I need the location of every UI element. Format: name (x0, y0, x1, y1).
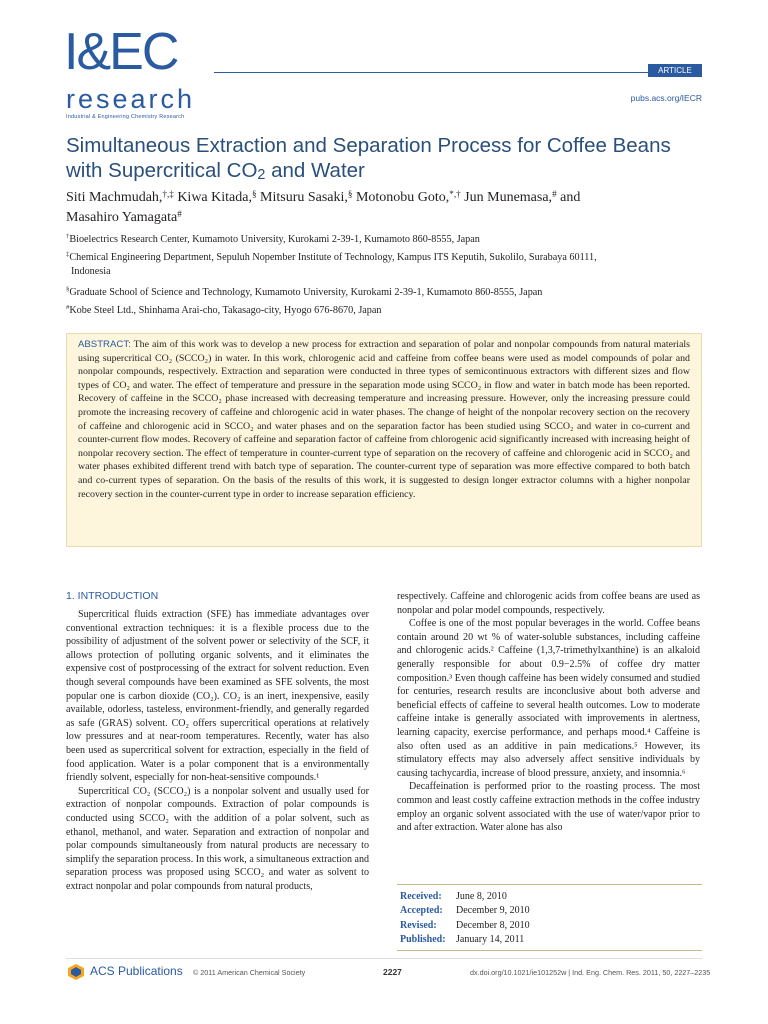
affiliation-2: ‡Chemical Engineering Department, Sepuluh Nopember Institute of Technology, Kampus ITS Keputih, Sukolilo, Surabaya 60111, Indonesia (66, 251, 597, 277)
author-line-2: Masahiro Yamagata# (66, 209, 182, 225)
date-accepted: Accepted: December 9, 2010 (400, 905, 530, 917)
dates-rule-top (397, 884, 702, 885)
author-affiliation-mark: †,‡ (162, 189, 174, 199)
date-published: Published: January 14, 2011 (400, 933, 525, 945)
author-affiliation-mark: § (347, 189, 353, 199)
author-name: Kiwa Kitada, (173, 190, 252, 205)
acs-publications-logo: ACS Publications (66, 963, 183, 981)
author-name: Jun Munemasa, (460, 190, 553, 205)
journal-logo-research: research (66, 84, 196, 114)
date-received: Received: June 8, 2010 (400, 891, 507, 902)
affiliation-1: †Bioelectrics Research Center, Kumamoto University, Kurokami 2-39-1, Kumamoto 860-8555, Japan (66, 233, 480, 245)
affiliation-4: #Kobe Steel Ltd., Shinhama Arai-cho, Takasago-city, Hyogo 676-8670, Japan (66, 304, 382, 316)
affiliation-3: §Graduate School of Science and Technology, Kumamoto University, Kurokami 2-39-1, Kumamoto 860-8555, Japan (66, 286, 543, 298)
page-number: 2227 (383, 967, 402, 977)
abstract (78, 338, 690, 501)
paragraph: Coffee is one of the most popular beverages in the world. Coffee beans contain around 20 wt % of water-soluble substances, including caffeine and chlorogenic acids.² Caffeine (1,3,7-trimethylxanthine) is an alkaloid generally responsible for about 0.9−2.5% of coffee dry matter composition.³ Even though caffeine has been widely consumed and studied for centuries, research results are inconclusive about both adverse and beneficial effects of caffeine to several health outcomes. Low to moderate caffeine intake is generally associated with improvements in alertness, learning capacity, exercise performance, and perhaps mood.⁴ Caffeine is also often used as an additive in pain medications.⁵ However, its stimulatory effects may also adversely affect sensitive individuals by causing tachycardia, increase of blood pressure, anxiety, and insomnia.⁶ (397, 618, 700, 779)
copyright: © 2011 American Chemical Society (193, 968, 306, 977)
dates-rule-bottom (397, 950, 702, 951)
paragraph: Supercritical CO₂ (SCCO₂) is a nonpolar solvent and usually used for extraction of nonpolar compounds. Extraction of polar compounds is conducted using SCCO₂ with the addition of a polar solvent, such as ethanol, methanol, and water. Separation and extraction of nonpolar and polar compounds simultaneously from natural products are necessary to simplify the separation process. In this work, a simultaneous extraction and separation process was proposed using SCCO₂ and water as solvent to extract nonpolar and polar compounds from natural products, (66, 785, 370, 892)
section-heading: 1. INTRODUCTION (66, 590, 159, 602)
right-column (397, 590, 700, 835)
acs-hexagon-icon (66, 963, 86, 981)
abstract-body: The aim of this work was to develop a new process for extraction and separation of polar and nonpolar compounds from natural materials using supercritical CO₂ (SCCO₂) in water. In this work, chlorogenic acid and caffeine from coffee beans were used as model compounds of polar and nonpolar compounds, respectively. Extraction and separation were conducted in three types of semicontinuous extractors with different sizes and flow types of CO₂ and water. The effect of temperature and pressure in the separation mode using SCCO₂ in flow and water in batch mode has been reported. Recovery of caffeine in the SCCO₂ phase increased with decreasing temperature and increasing pressure. However, only the increasing pressure could promote the increasing recovery of caffeine and chlorogenic acid in water phases. The change of height of the nonpolar recovery section on the recovery of caffeine and chlorogenic acid in SCCO₂ and water phases and on the separation factor has been studied using SCCO₂ and water in co-current and counter-current flow modes. Recovery of caffeine and separation factor of caffeine from chlorogenic acid significantly increased with increasing height of nonpolar recovery section. The effect of temperature in counter-current type of separation on the recovery of caffeine and chlorogenic acid in SCCO₂ and water phases exhibited different trend with batch type of separation. The counter-current type of separation was more effective compared to both batch and co-current types of separation. On the basis of the results of this work, it is suggested to design longer extractor columns with a higher nonpolar recovery section in the counter-current type in order to increase separation efficiency. (78, 339, 690, 500)
author-list (66, 188, 706, 228)
abstract-label: ABSTRACT: (78, 339, 131, 350)
paragraph: respectively. Caffeine and chlorogenic acids from coffee beans are used as nonpolar and polar model compounds, respectively. (397, 591, 700, 616)
author-line-1 (66, 188, 706, 208)
author-affiliation-mark: # (552, 189, 557, 199)
title-line-1: Simultaneous Extraction and Separation Process for Coffee Beans (66, 134, 671, 157)
journal-logo-subtitle: Industrial & Engineering Chemistry Research (66, 114, 185, 120)
author-name: and (556, 190, 581, 205)
journal-logo: I&EC (64, 23, 178, 81)
doi-citation[interactable]: dx.doi.org/10.1021/ie101252w | Ind. Eng. Chem. Res. 2011, 50, 2227–2235 (470, 968, 711, 977)
left-column (66, 608, 369, 893)
author-affiliation-mark: § (251, 189, 257, 199)
footer-rule (66, 958, 702, 959)
paragraph: Decaffeination is performed prior to the roasting process. The most common and least costly caffeine extraction methods in the coffee industry employ an organic solvent associated with the use of water/vapor prior to and after extraction. Water alone has also (397, 781, 700, 834)
title-line-2: with Supercritical $CO_2$ and Water (66, 159, 365, 183)
date-revised: Revised: December 8, 2010 (400, 919, 530, 931)
paragraph: Supercritical fluids extraction (SFE) has immediate advantages over conventional extraction techniques: it is a flexible process due to the possibility of adjustment of the solvent power or selectivity of the SCF, it allows protection of polluting organic solvents, and it eliminates the expensive cost of postprocessing of the extract for solvent reduction. Even though several compounds have been examined as SFE solvents, the most popular one is carbon dioxide (CO₂). CO₂ is an inert, inexpensive, easily available, odorless, tasteless, environment-friendly, and generally regarded as safe (GRAS) solvent. CO₂ offers supercritical operations at relatively low pressures and at near-room temperatures. Recently, water has also been used as supercritical solvent for extraction, especially in the field of food application. Water is a polar component that is a environmentally friendly solvent, especially for non-heat-sensitive compounds.¹ (66, 609, 369, 784)
article-badge: ARTICLE (648, 64, 702, 77)
author-name: Siti Machmudah, (66, 190, 163, 205)
publication-dates (400, 890, 530, 947)
author-name: Motonobu Goto, (352, 190, 450, 205)
journal-url[interactable]: pubs.acs.org/IECR (630, 93, 702, 103)
header-rule (214, 72, 702, 73)
author-name: Mitsuru Sasaki, (256, 190, 348, 205)
author-affiliation-mark: *,† (449, 189, 461, 199)
paper-title (66, 133, 706, 183)
